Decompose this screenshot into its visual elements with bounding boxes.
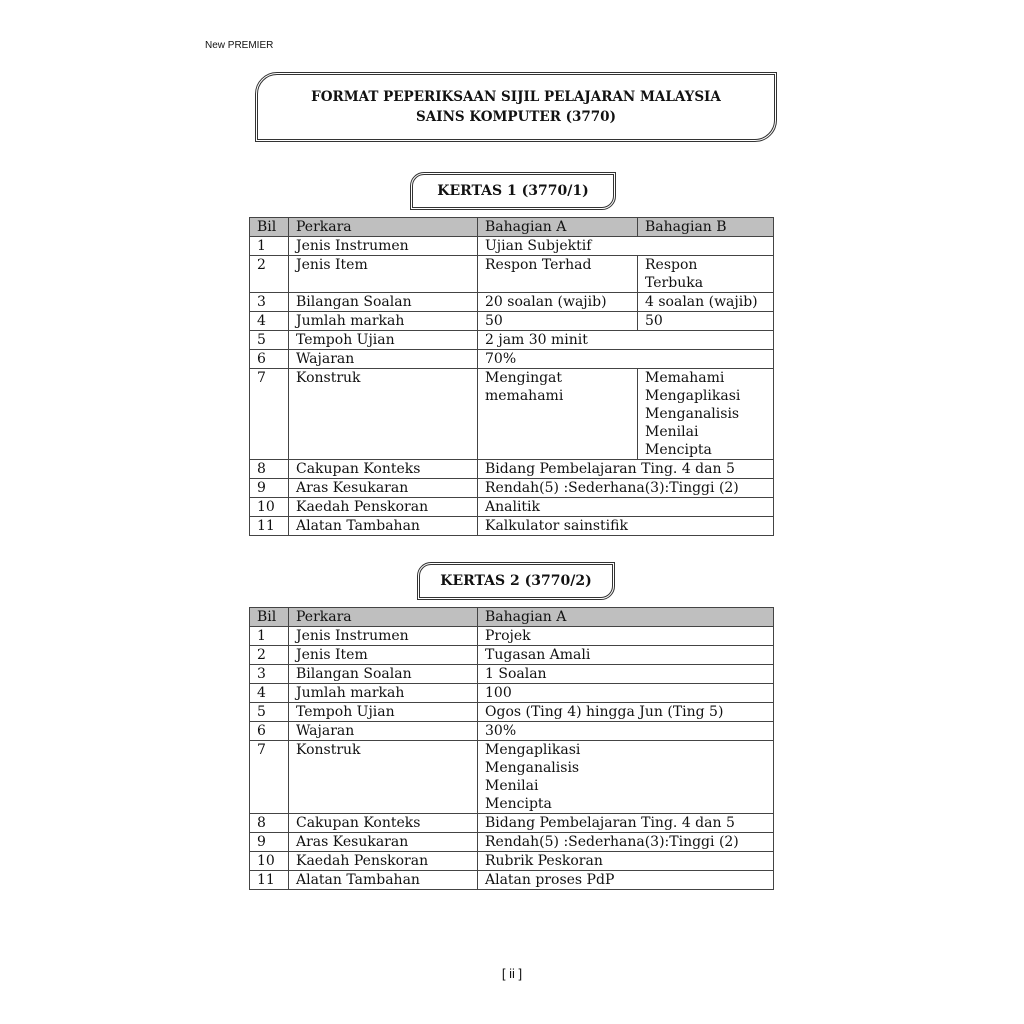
table-row xyxy=(250,331,774,350)
cell-bil: 6 xyxy=(250,350,289,369)
cell-bahagian-a: Rubrik Peskoran xyxy=(478,852,774,871)
table-row xyxy=(250,852,774,871)
cell-bahagian-a: Analitik xyxy=(478,498,774,517)
table-row xyxy=(250,871,774,890)
table-row xyxy=(250,646,774,665)
cell-bil: 5 xyxy=(250,703,289,722)
cell-perkara: Tempoh Ujian xyxy=(289,703,478,722)
document-title-box xyxy=(255,72,777,142)
cell-bahagian-a: Respon Terhad xyxy=(478,256,638,293)
table-row xyxy=(250,498,774,517)
cell-bil: 11 xyxy=(250,517,289,536)
cell-bahagian-a: Alatan proses PdP xyxy=(478,871,774,890)
cell-bahagian-a: Rendah(5) :Sederhana(3):Tinggi (2) xyxy=(478,833,774,852)
cell-bahagian-a: Projek xyxy=(478,627,774,646)
cell-perkara: Alatan Tambahan xyxy=(289,871,478,890)
cell-perkara: Jenis Instrumen xyxy=(289,627,478,646)
table-header-row xyxy=(250,218,774,237)
cell-bahagian-a: 20 soalan (wajib) xyxy=(478,293,638,312)
cell-bil: 2 xyxy=(250,256,289,293)
cell-bil: 8 xyxy=(250,460,289,479)
table-row xyxy=(250,814,774,833)
cell-bil: 1 xyxy=(250,627,289,646)
cell-perkara: Konstruk xyxy=(289,741,478,814)
cell-bil: 11 xyxy=(250,871,289,890)
cell-perkara: Wajaran xyxy=(289,350,478,369)
table-row xyxy=(250,237,774,256)
page-number: [ ii ] xyxy=(501,966,523,981)
cell-bahagian-a: Mengaplikasi Menganalisis Menilai Mencipta xyxy=(478,741,774,814)
cell-bil: 6 xyxy=(250,722,289,741)
cell-bahagian-b: 50 xyxy=(638,312,774,331)
cell-perkara: Bilangan Soalan xyxy=(289,665,478,684)
table-row xyxy=(250,293,774,312)
cell-perkara: Tempoh Ujian xyxy=(289,331,478,350)
cell-bil: 4 xyxy=(250,312,289,331)
cell-perkara: Bilangan Soalan xyxy=(289,293,478,312)
cell-perkara: Aras Kesukaran xyxy=(289,479,478,498)
title-line-2: SAINS KOMPUTER (3770) xyxy=(416,109,616,125)
cell-perkara: Jenis Item xyxy=(289,256,478,293)
table-header-row xyxy=(250,608,774,627)
cell-bahagian-a: Mengingat memahami xyxy=(478,369,638,460)
cell-bil: 4 xyxy=(250,684,289,703)
table-row xyxy=(250,703,774,722)
table-row xyxy=(250,350,774,369)
cell-perkara: Cakupan Konteks xyxy=(289,814,478,833)
cell-bil: 3 xyxy=(250,665,289,684)
kertas2-heading: KERTAS 2 (3770/2) xyxy=(417,562,615,600)
running-header: New PREMIER xyxy=(205,40,274,51)
table-row xyxy=(250,722,774,741)
cell-perkara: Jumlah markah xyxy=(289,684,478,703)
table-row xyxy=(250,460,774,479)
cell-bahagian-a: 1 Soalan xyxy=(478,665,774,684)
table-row xyxy=(250,479,774,498)
kertas1-table xyxy=(249,217,774,536)
table-row xyxy=(250,833,774,852)
cell-bil: 10 xyxy=(250,498,289,517)
title-line-1: FORMAT PEPERIKSAAN SIJIL PELAJARAN MALAYSIA xyxy=(311,89,721,105)
cell-bil: 7 xyxy=(250,369,289,460)
kertas2-table xyxy=(249,607,774,890)
cell-bahagian-a: Bidang Pembelajaran Ting. 4 dan 5 xyxy=(478,460,774,479)
cell-bahagian-a: 100 xyxy=(478,684,774,703)
table-row xyxy=(250,517,774,536)
cell-bil: 1 xyxy=(250,237,289,256)
table-row xyxy=(250,369,774,460)
cell-bahagian-a: 30% xyxy=(478,722,774,741)
cell-perkara: Alatan Tambahan xyxy=(289,517,478,536)
cell-bahagian-a: Kalkulator sainstifik xyxy=(478,517,774,536)
column-header: Bil xyxy=(250,218,289,237)
cell-perkara: Kaedah Penskoran xyxy=(289,852,478,871)
cell-bahagian-a: Ujian Subjektif xyxy=(478,237,774,256)
table-row xyxy=(250,684,774,703)
cell-bahagian-a: Ogos (Ting 4) hingga Jun (Ting 5) xyxy=(478,703,774,722)
cell-bil: 8 xyxy=(250,814,289,833)
column-header: Bahagian A xyxy=(478,218,638,237)
cell-perkara: Cakupan Konteks xyxy=(289,460,478,479)
cell-bil: 9 xyxy=(250,833,289,852)
cell-bil: 9 xyxy=(250,479,289,498)
cell-bil: 7 xyxy=(250,741,289,814)
table-row xyxy=(250,665,774,684)
cell-bahagian-a: 2 jam 30 minit xyxy=(478,331,774,350)
cell-bahagian-a: Tugasan Amali xyxy=(478,646,774,665)
cell-bahagian-a: Bidang Pembelajaran Ting. 4 dan 5 xyxy=(478,814,774,833)
cell-perkara: Aras Kesukaran xyxy=(289,833,478,852)
kertas1-heading: KERTAS 1 (3770/1) xyxy=(410,172,616,210)
cell-perkara: Jumlah markah xyxy=(289,312,478,331)
cell-bil: 5 xyxy=(250,331,289,350)
column-header: Bil xyxy=(250,608,289,627)
cell-bahagian-a: 70% xyxy=(478,350,774,369)
cell-bahagian-a: 50 xyxy=(478,312,638,331)
cell-perkara: Wajaran xyxy=(289,722,478,741)
cell-bahagian-b: 4 soalan (wajib) xyxy=(638,293,774,312)
cell-bahagian-b: Respon Terbuka xyxy=(638,256,774,293)
table-row xyxy=(250,256,774,293)
table-row xyxy=(250,741,774,814)
column-header: Perkara xyxy=(289,218,478,237)
column-header: Perkara xyxy=(289,608,478,627)
cell-bil: 10 xyxy=(250,852,289,871)
column-header: Bahagian B xyxy=(638,218,774,237)
table-row xyxy=(250,627,774,646)
cell-perkara: Konstruk xyxy=(289,369,478,460)
cell-bahagian-a: Rendah(5) :Sederhana(3):Tinggi (2) xyxy=(478,479,774,498)
cell-bil: 3 xyxy=(250,293,289,312)
table-row xyxy=(250,312,774,331)
column-header: Bahagian A xyxy=(478,608,774,627)
cell-perkara: Jenis Instrumen xyxy=(289,237,478,256)
cell-bil: 2 xyxy=(250,646,289,665)
cell-perkara: Jenis Item xyxy=(289,646,478,665)
cell-perkara: Kaedah Penskoran xyxy=(289,498,478,517)
cell-bahagian-b: Memahami Mengaplikasi Menganalisis Menilai Mencipta xyxy=(638,369,774,460)
